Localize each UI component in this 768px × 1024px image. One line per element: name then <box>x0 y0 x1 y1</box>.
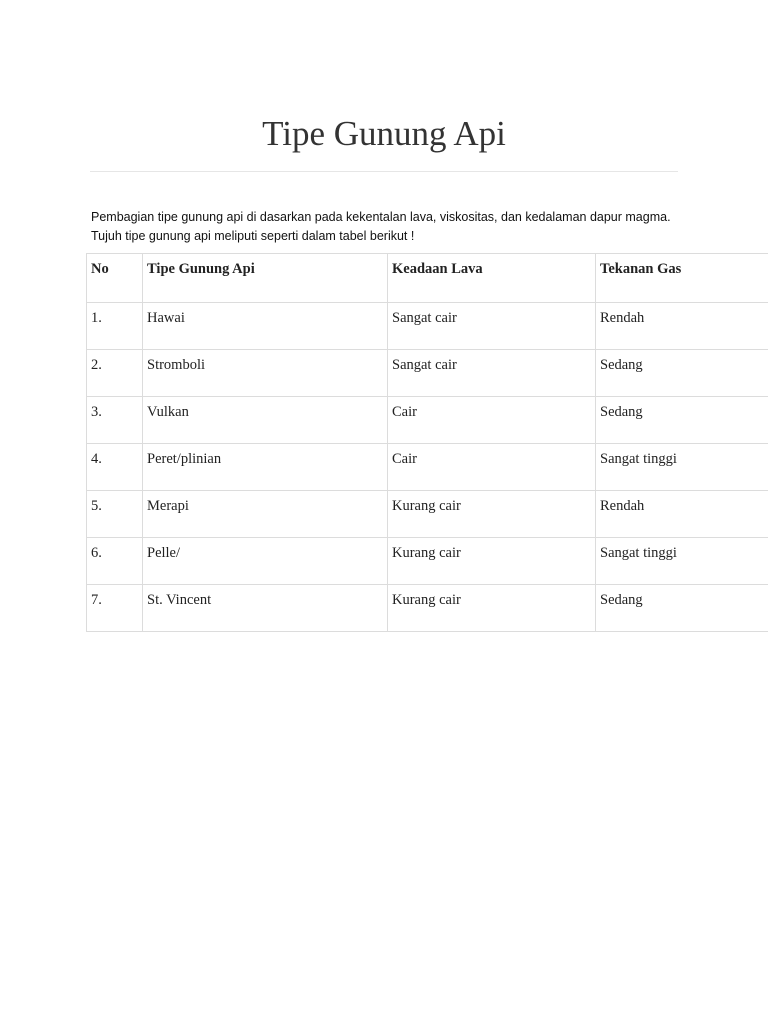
cell-gas-pressure: Sangat tinggi <box>596 444 768 491</box>
table-row <box>87 397 768 444</box>
cell-gas-pressure: Rendah <box>596 303 768 350</box>
cell-lava-state: Cair <box>388 397 596 444</box>
cell-no: 7. <box>87 585 143 632</box>
cell-gas-pressure: Sedang <box>596 397 768 444</box>
table-row <box>87 350 768 397</box>
table-row <box>87 444 768 491</box>
cell-no: 5. <box>87 491 143 538</box>
cell-lava-state: Sangat cair <box>388 350 596 397</box>
cell-gas-pressure: Sangat tinggi <box>596 538 768 585</box>
column-header-no: No <box>87 254 143 303</box>
cell-volcano-type: Pelle/ <box>143 538 388 585</box>
cell-gas-pressure: Sedang <box>596 350 768 397</box>
column-header-lava-state: Keadaan Lava <box>388 254 596 303</box>
cell-lava-state: Cair <box>388 444 596 491</box>
cell-lava-state: Kurang cair <box>388 585 596 632</box>
intro-line: Tujuh tipe gunung api meliputi seperti dalam tabel berikut ! <box>91 229 415 243</box>
cell-volcano-type: Hawai <box>143 303 388 350</box>
intro-paragraph <box>91 208 751 246</box>
cell-volcano-type: Stromboli <box>143 350 388 397</box>
cell-volcano-type: Merapi <box>143 491 388 538</box>
table-row <box>87 303 768 350</box>
page-title: Tipe Gunung Api <box>262 114 506 153</box>
cell-no: 1. <box>87 303 143 350</box>
cell-lava-state: Sangat cair <box>388 303 596 350</box>
cell-no: 2. <box>87 350 143 397</box>
cell-volcano-type: Peret/plinian <box>143 444 388 491</box>
cell-lava-state: Kurang cair <box>388 538 596 585</box>
cell-no: 4. <box>87 444 143 491</box>
table-row <box>87 538 768 585</box>
table-header-row <box>87 254 768 303</box>
cell-no: 6. <box>87 538 143 585</box>
intro-line: Pembagian tipe gunung api di dasarkan pada kekentalan lava, viskositas, dan kedalaman dapur magma. <box>91 210 671 224</box>
title-divider <box>90 171 678 172</box>
column-header-gas-pressure: Tekanan Gas <box>596 254 768 303</box>
volcano-type-table <box>86 253 768 632</box>
table-row <box>87 585 768 632</box>
cell-gas-pressure: Rendah <box>596 491 768 538</box>
cell-volcano-type: St. Vincent <box>143 585 388 632</box>
cell-gas-pressure: Sedang <box>596 585 768 632</box>
cell-no: 3. <box>87 397 143 444</box>
table-row <box>87 491 768 538</box>
cell-volcano-type: Vulkan <box>143 397 388 444</box>
column-header-volcano-type: Tipe Gunung Api <box>143 254 388 303</box>
cell-lava-state: Kurang cair <box>388 491 596 538</box>
